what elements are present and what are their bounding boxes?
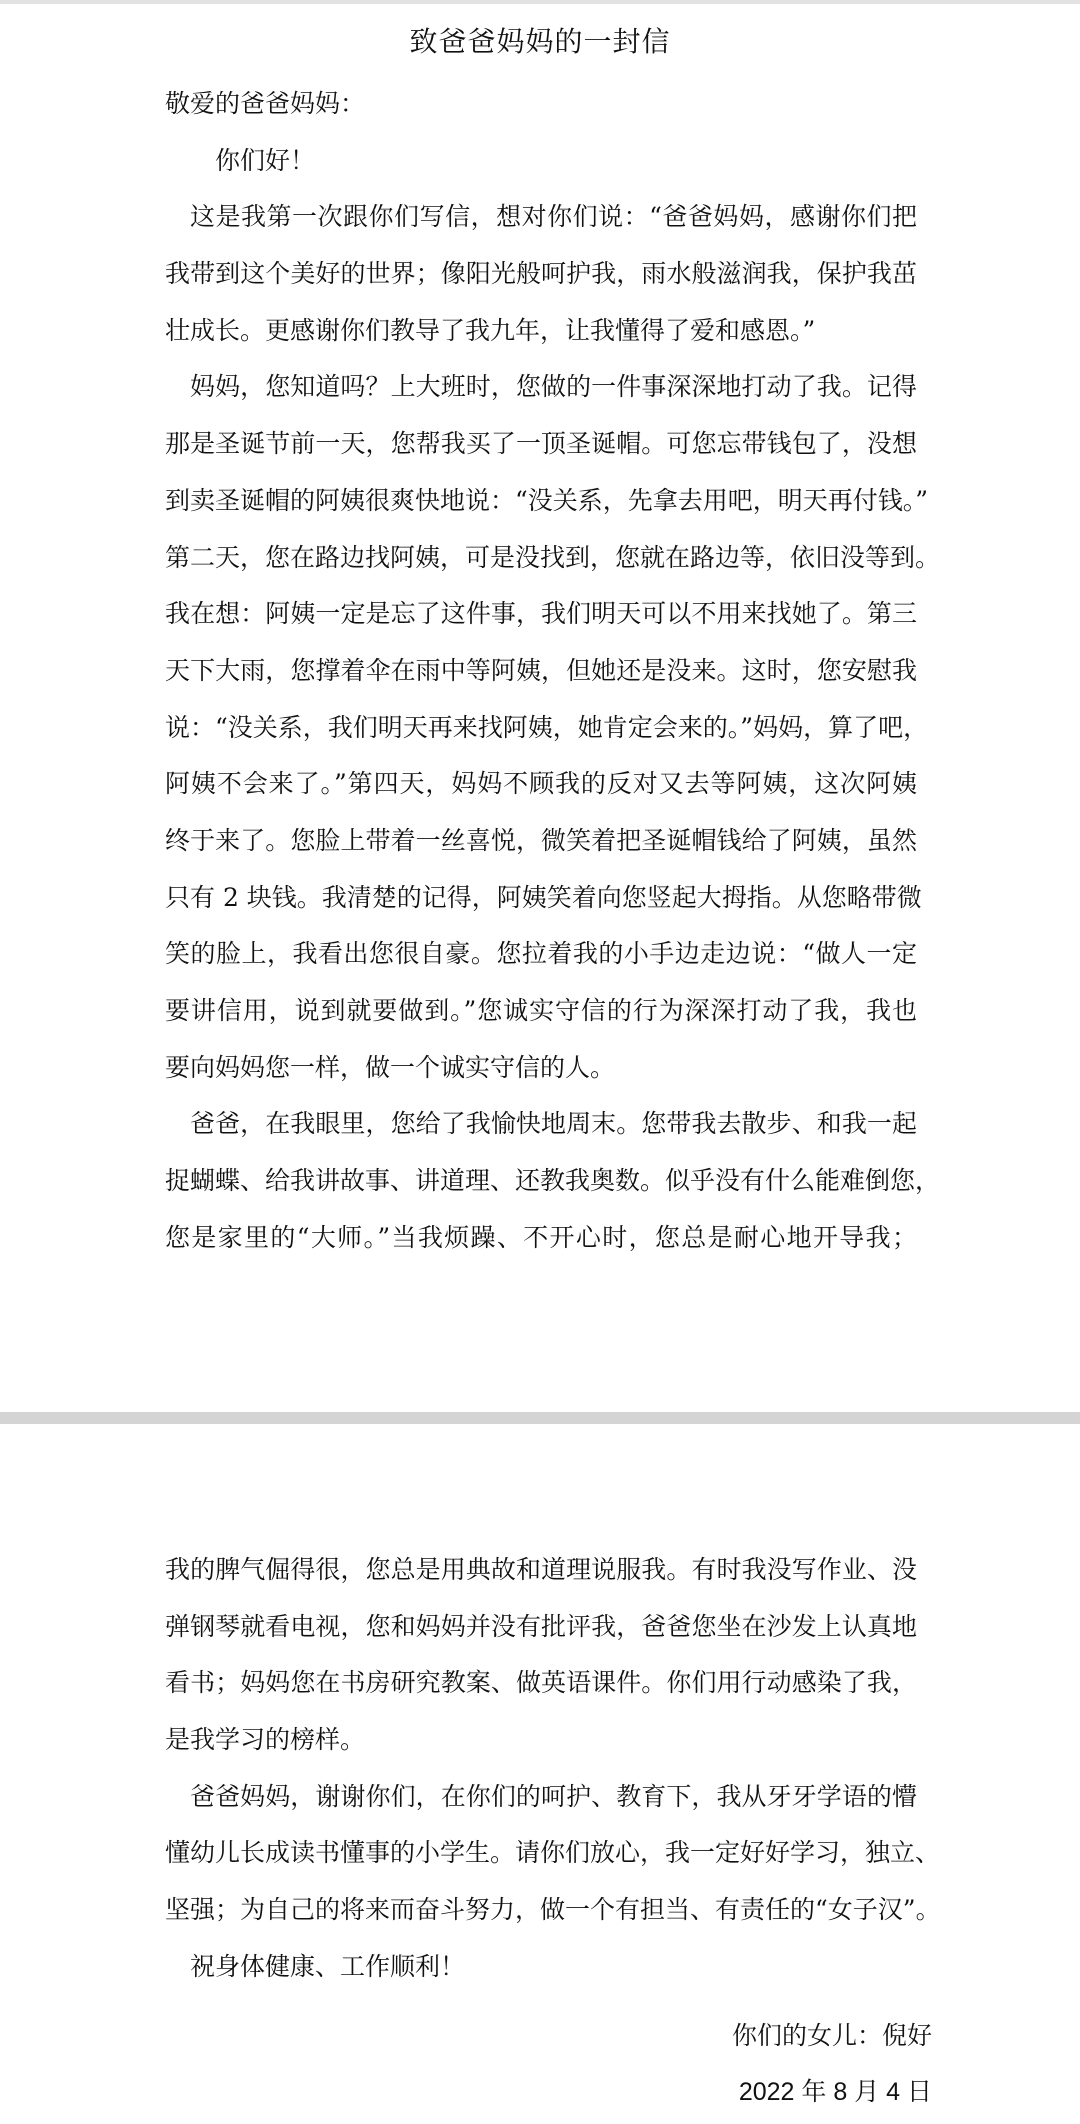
- text-line: 终于来了。您脸上带着一丝喜悦，微笑着把圣诞帽钱给了阿姨，虽然: [165, 825, 917, 855]
- text-line: 第二天，您在路边找阿姨，可是没找到，您就在路边等，依旧没等到。: [165, 542, 941, 572]
- text-line: 妈妈，您知道吗？上大班时，您做的一件事深深地打动了我。记得: [190, 372, 917, 402]
- text-line: 爸爸妈妈，谢谢你们，在你们的呵护、教育下，我从牙牙学语的懵: [190, 1781, 917, 1811]
- text-line: 只有 2 块钱。我清楚的记得，阿姨笑着向您竖起大拇指。从您略带微: [165, 882, 922, 912]
- text-line: 我在想：阿姨一定是忘了这件事，我们明天可以不用来找她了。第三: [165, 599, 917, 629]
- text-line: 弹钢琴就看电视，您和妈妈并没有批评我，爸爸您坐在沙发上认真地: [165, 1611, 917, 1641]
- text-line: 爸爸，在我眼里，您给了我愉快地周末。您带我去散步、和我一起: [190, 1109, 917, 1139]
- text-line: 天下大雨，您撑着伞在雨中等阿姨，但她还是没来。这时，您安慰我: [165, 655, 917, 685]
- letter-body-page-2: [165, 1542, 941, 1996]
- page-separator: [0, 1412, 1080, 1424]
- greeting: 你们好！: [215, 145, 316, 175]
- text-line: 要向妈妈您一样，做一个诚实守信的人。: [165, 1052, 616, 1082]
- text-line: 是我学习的榜样。: [165, 1725, 366, 1755]
- text-line: 阿姨不会来了。”第四天，妈妈不顾我的反对又去等阿姨，这次阿姨: [165, 769, 917, 799]
- text-line: 要讲信用，说到就要做到。”您诚实守信的行为深深打动了我，我也: [165, 996, 917, 1025]
- text-line: 这是我第一次跟你们写信，想对你们说：“爸爸妈妈，感谢你们把: [190, 202, 917, 232]
- text-line: 笑的脸上，我看出您很自豪。您拉着我的小手边走边说：“做人一定: [165, 939, 917, 969]
- text-line: 到卖圣诞帽的阿姨很爽快地说：“没关系，先拿去用吧，明天再付钱。”: [165, 485, 929, 515]
- text-line: 说：“没关系，我们明天再来找阿姨，她肯定会来的。”妈妈，算了吧，: [165, 712, 929, 742]
- text-line: 看书；妈妈您在书房研究教案、做英语课件。你们用行动感染了我，: [165, 1668, 917, 1698]
- text-line: 捉蝴蝶、给我讲故事、讲道理、还教我奥数。似乎没有什么能难倒您，: [165, 1166, 941, 1196]
- text-line: 那是圣诞节前一天，您帮我买了一顶圣诞帽。可您忘带钱包了，没想: [165, 429, 917, 459]
- closing-wish: 祝身体健康、工作顺利！: [190, 1951, 466, 1981]
- text-line: 壮成长。更感谢你们教导了我九年，让我懂得了爱和感恩。”: [165, 315, 816, 345]
- signature-name: 你们的女儿：倪好: [731, 2021, 932, 2050]
- salutation: 敬爱的爸爸妈妈：: [165, 89, 366, 118]
- letter-title: 致爸爸妈妈的一封信: [409, 25, 671, 58]
- text-line: 懂幼儿长成读书懂事的小学生。请你们放心，我一定好好学习，独立、: [165, 1838, 941, 1868]
- text-line: 我的脾气倔得很，您总是用典故和道理说服我。有时我没写作业、没: [165, 1555, 917, 1584]
- letter-body-page-1: [165, 76, 941, 1266]
- signature-date: 2022 年 8 月 4 日: [738, 2078, 932, 2106]
- text-line: 您是家里的“大师。”当我烦躁、不开心时，您总是耐心地开导我；: [165, 1222, 917, 1252]
- text-line: 我带到这个美好的世界；像阳光般呵护我，雨水般滋润我，保护我茁: [165, 259, 917, 289]
- text-line: 坚强；为自己的将来而奋斗努力，做一个有担当、有责任的“女子汉”。: [165, 1895, 941, 1925]
